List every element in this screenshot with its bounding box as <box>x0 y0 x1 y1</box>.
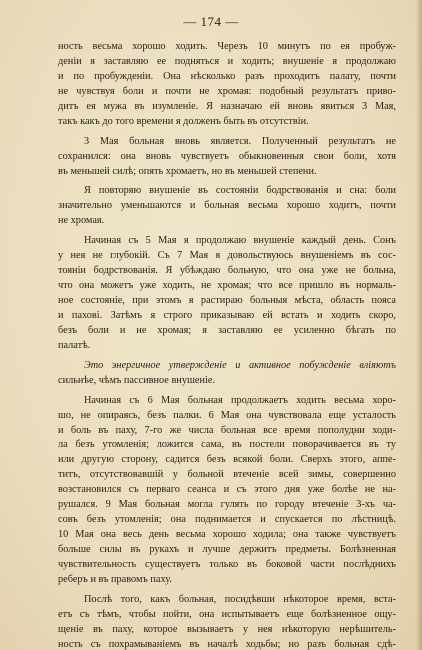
text-line: возстановился съ перваго сеанса и съ этого дня уже болѣе не на- <box>58 484 396 496</box>
text-line: сохранился: она вновь чувствуетъ обыкновенныя свои боли, хотя <box>58 150 396 162</box>
paragraph <box>58 184 396 229</box>
text-line: или другую сторону, садится безъ всякой боли. Сверхъ этого, аппе- <box>58 454 396 466</box>
paragraph <box>58 135 396 180</box>
text-line: титъ, отсутствовавшій у больной втеченіе всей зимы, совершенно <box>58 469 396 481</box>
text-line: что она можетъ уже ходить, не хромая; что все пришло въ нормаль- <box>58 280 396 292</box>
text-line: и по пробужденіи. Она нѣсколько разъ проходитъ палату, почти <box>58 70 396 82</box>
text-line: въ меньшей силѣ; опять хромаетъ, но въ меньшей степени. <box>58 165 317 177</box>
text-line: рушался. 9 Мая больная могла гулять по городу втеченіе 3-хъ ча- <box>58 499 396 511</box>
text-line: чувствительность существуетъ только въ боковой части послѣднихъ <box>58 558 396 570</box>
text-line: ность съ похрамываніемъ въ началѣ ходьбы; но разъ больная сдѣ- <box>58 638 396 650</box>
text-line: у нея не глубокій. Съ 7 Мая я довольствуюсь внушеніемъ въ сос- <box>58 250 396 262</box>
text-line: щеніе въ паху, которое вызываетъ у нея нѣкоторую нерѣшитель- <box>58 623 396 635</box>
text-line: значительно уменьшаются и больная весьма хорошо ходитъ, почти <box>58 200 396 212</box>
text-line: шо, не опираясь, безъ палки. 6 Мая она чувствовала еще усталость <box>58 409 396 421</box>
page-text <box>58 40 396 650</box>
text-line: не хромая. <box>58 215 105 227</box>
text-line: и пахові. Затѣмъ я строго приказываю ей встать и ходить скоро, <box>58 309 396 321</box>
text-line: больше силы въ рукахъ и лучше держитъ предметы. Болѣзненная <box>58 544 396 555</box>
text-line: реберъ и въ правомъ паху. <box>58 573 172 585</box>
paragraph <box>58 593 396 650</box>
page-number: — 174 — <box>183 14 239 29</box>
text-line: ла безъ утомленія; ложится сама, въ постели поворачивается въ ту <box>58 439 396 451</box>
text-line: совъ безъ утомленія; она поднимается и спускается по лѣстницѣ. <box>58 514 396 526</box>
text-line: и боль въ паху, 7-го же числа больная все время пополудни ходи- <box>58 424 396 436</box>
paragraph <box>58 40 396 130</box>
text-line: Послѣ того, какъ больная, посидѣвши нѣкоторое время, вста- <box>84 593 396 605</box>
text-line: 3 Мая больная вновь является. Полученный результатъ не <box>84 135 396 147</box>
text-line: ное состояніе, при этомъ я растираю больныя мѣста, область пояса <box>58 295 396 306</box>
text-line: Начиная съ 6 Мая больная продолжаетъ ходить весьма хоро- <box>84 394 396 406</box>
text-line: сильнѣе, чѣмъ пассивное внушеніе. <box>58 374 215 386</box>
text-line: Начиная съ 5 Мая я продолжаю внушеніе каждый день. Сонъ <box>84 235 396 247</box>
text-line: Это энергичное утвержденіе и активное побужденіе вліяютъ <box>84 359 396 371</box>
text-line: безъ боли и не хромая; я заставляю ее усиленно бѣгать по <box>58 324 396 336</box>
text-line: такъ какъ до того времени я долженъ быть въ отсутствіи. <box>58 115 309 127</box>
paragraph <box>58 394 396 588</box>
text-line: етъ съ тѣмъ, чтобы пойти, она испытываетъ еще болѣзненное ощу- <box>58 608 396 620</box>
text-line: не чувствуя боли и почти не хромая: подобный результатъ приво- <box>58 85 396 97</box>
text-line: ность весьма хорошо ходить. Черезъ 10 минутъ по ея пробуж- <box>58 41 396 52</box>
text-line: 10 Мая она весь день весьма хорошо ходила; она также чувствуетъ <box>58 529 396 541</box>
text-line: деніи я заставляю ее подняться и ходить; внушеніе я продолжаю <box>58 55 396 67</box>
text-line: Я повторяю внушеніе въ состояніи бодрствованія и сна: боли <box>84 185 396 197</box>
text-line: тояніи бодрствованія. Я убѣждаю больную, что она уже не больна, <box>58 265 396 277</box>
text-line: дитъ ея мужа въ изумленіе. Я назначаю ей вновь явиться 3 Мая, <box>58 100 396 112</box>
text-line: палатѣ. <box>58 339 91 351</box>
paragraph <box>58 359 396 389</box>
paragraph <box>58 234 396 354</box>
